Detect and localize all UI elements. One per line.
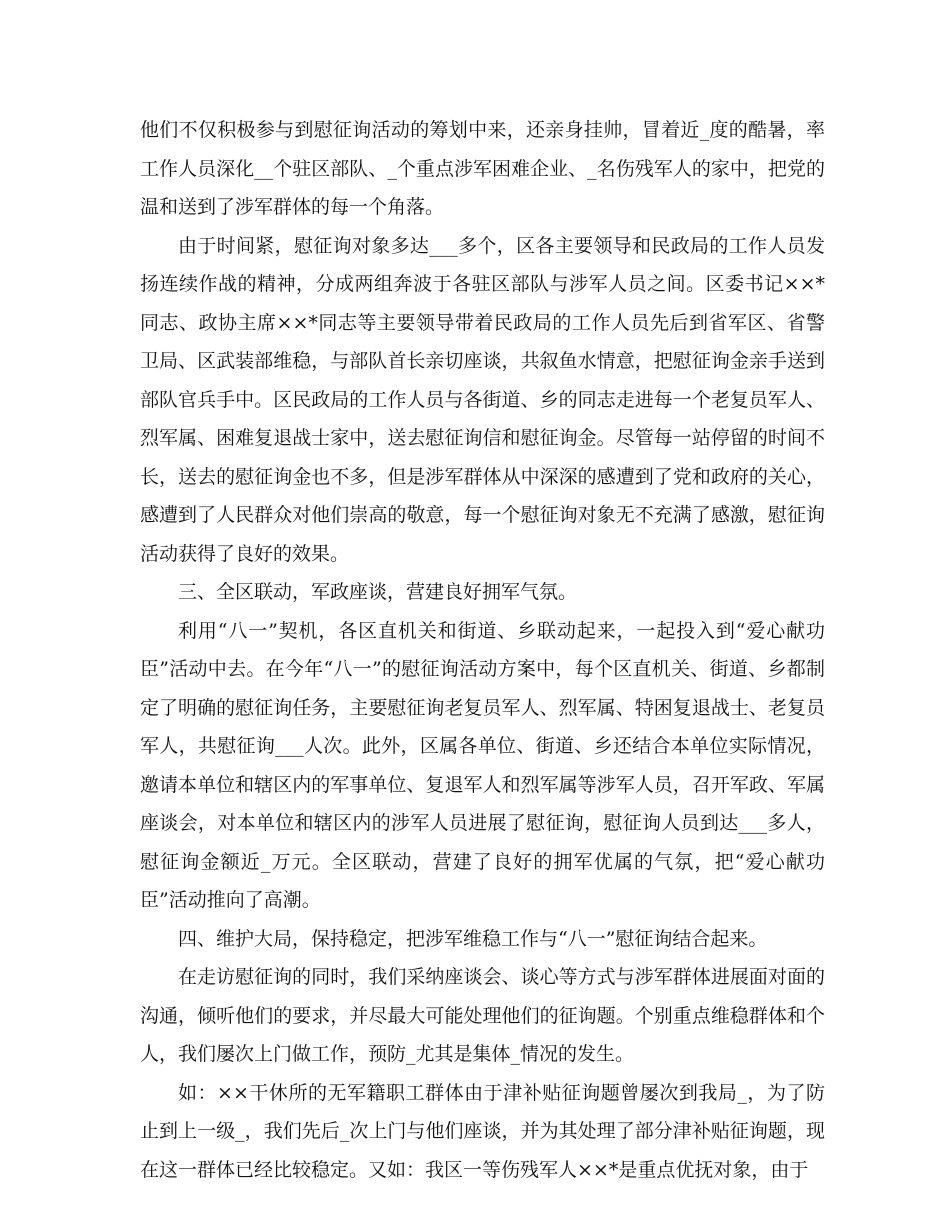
paragraph-1: 他们不仅积极参与到慰征询活动的筹划中来，还亲身挂帅，冒着近_度的酷暑，率工作人员深化__个驻区部队、_个重点涉军困难企业、_名伤残军人的家中，把党的温和送到了涉军群体的每一个角落。 xyxy=(140,119,825,218)
paragraph-5: 如：××干休所的无军籍职工群体由于津补贴征询题曾屡次到我局_，为了防止到上一级_，我们先后_次上门与他们座谈，并为其处理了部分津补贴征询题，现在这一群体已经比较稳定。又如：我区一等伤残军人××*是重点优抚对象，由于 xyxy=(140,1081,825,1181)
section-heading-3: 三、全区联动，军政座谈，营建良好拥军气氛。 xyxy=(178,581,578,603)
paragraph-3: 利用“八一”契机，各区直机关和街道、乡联动起来，一起投入到“爱心献功臣”活动中去。在今年“八一”的慰征询活动方案中，每个区直机关、街道、乡都制定了明确的慰征询任务，主要慰征询老复员军人、烈军属、特困复退战士、老复员军人，共慰征询___人次。此外，区属各单位、街道、乡还结合本单位实际情况，邀请本单位和辖区内的军事单位、复退军人和烈军属等涉军人员，召开军政、军属座谈会，对本单位和辖区内的涉军人员进展了慰征询，慰征询人员到达___多人，慰征询金额近_万元。全区联动，营建了良好的拥军优属的气氛，把“爱心献功臣”活动推向了高潮。 xyxy=(140,619,825,911)
document-body xyxy=(140,111,825,1189)
paragraph-2: 由于时间紧，慰征询对象多达___多个，区各主要领导和民政局的工作人员发扬连续作战的精神，分成两组奔波于各驻区部队与涉军人员之间。区委书记××*同志、政协主席××*同志等主要领导带着民政局的工作人员先后到省军区、省警卫局、区武装部维稳，与部队首长亲切座谈，共叙鱼水情意，把慰征询金亲手送到部队官兵手中。区民政局的工作人员与各街道、乡的同志走进每一个老复员军人、烈军属、困难复退战士家中，送去慰征询信和慰征询金。尽管每一站停留的时间不长，送去的慰征询金也不多，但是涉军群体从中深深的感遭到了党和政府的关心，感遭到了人民群众对他们崇高的敬意，每一个慰征询对象无不充满了感激，慰征询活动获得了良好的效果。 xyxy=(140,234,825,565)
section-heading-4: 四、维护大局，保持稳定，把涉军维稳工作与“八一”慰征询结合起来。 xyxy=(178,927,768,950)
paragraph-4: 在走访慰征询的同时，我们采纳座谈会、谈心等方式与涉军群体进展面对面的沟通，倾听他们的要求，并尽最大可能处理他们的征询题。个别重点维稳群体和个人，我们屡次上门做工作，预防_尤其是集体_情况的发生。 xyxy=(140,966,825,1065)
